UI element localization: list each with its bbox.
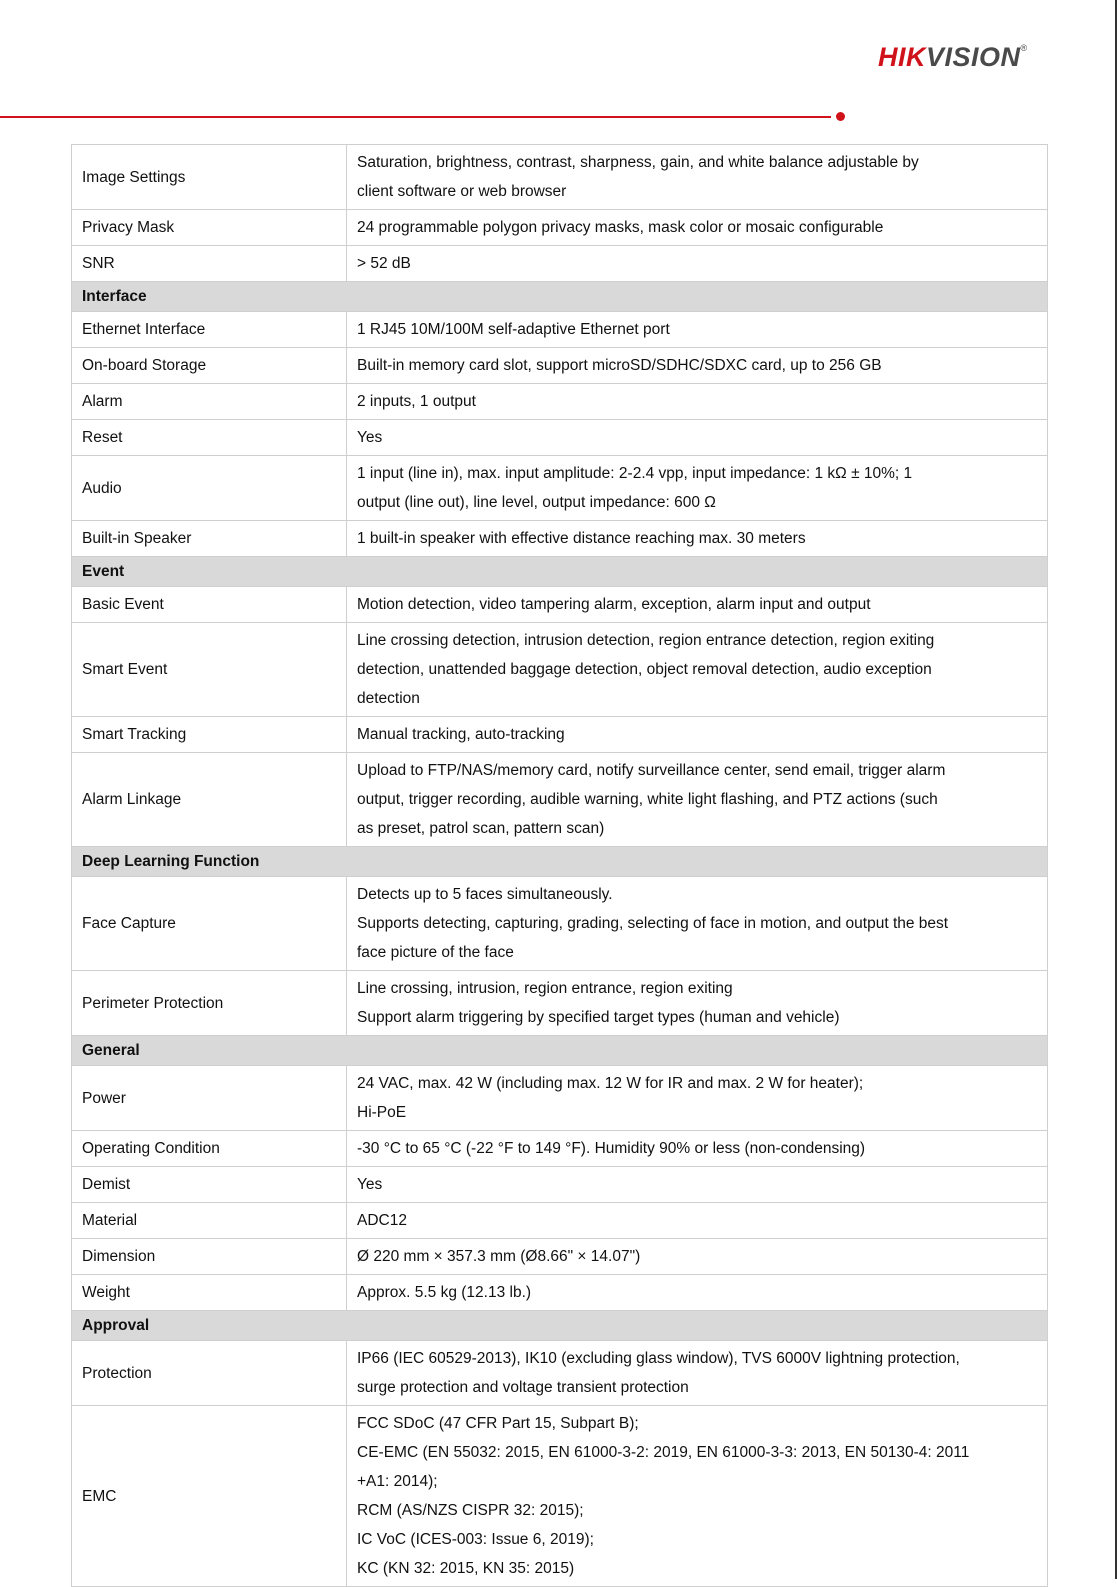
spec-row (72, 971, 1048, 1036)
spec-value-line: Yes (357, 429, 383, 446)
spec-value-line: Detects up to 5 faces simultaneously. (357, 886, 613, 903)
spec-value (347, 1341, 1048, 1406)
spec-value-line: KC (KN 32: 2015, KN 35: 2015) (357, 1560, 575, 1577)
spec-value-line: Built-in memory card slot, support microSD/SDHC/SDXC card, up to 256 GB (357, 357, 882, 374)
spec-value-line: Saturation, brightness, contrast, sharpness, gain, and white balance adjustable by (357, 154, 919, 171)
spec-value (347, 420, 1048, 456)
spec-label: Reset (72, 420, 347, 456)
spec-value-line: surge protection and voltage transient protection (357, 1379, 689, 1396)
spec-value (347, 1131, 1048, 1167)
spec-value (347, 210, 1048, 246)
section-header (72, 847, 1048, 877)
spec-row (72, 1066, 1048, 1131)
spec-row (72, 456, 1048, 521)
section-title: Event (72, 557, 1048, 587)
spec-row (72, 753, 1048, 847)
spec-label: Alarm (72, 384, 347, 420)
section-header (72, 1036, 1048, 1066)
spec-label: Audio (72, 456, 347, 521)
spec-value-line: Ø 220 mm × 357.3 mm (Ø8.66" × 14.07") (357, 1248, 641, 1265)
spec-value-line: 24 programmable polygon privacy masks, mask color or mosaic configurable (357, 219, 884, 236)
spec-row (72, 1131, 1048, 1167)
spec-value-line: detection (357, 690, 420, 707)
spec-label: Demist (72, 1167, 347, 1203)
spec-value (347, 312, 1048, 348)
logo-registered-mark: ® (1020, 43, 1028, 53)
spec-value-line: CE-EMC (EN 55032: 2015, EN 61000-3-2: 2019, EN 61000-3-3: 2013, EN 50130-4: 2011 (357, 1444, 970, 1461)
spec-value-line: Upload to FTP/NAS/memory card, notify surveillance center, send email, trigger alarm (357, 762, 946, 779)
spec-label: EMC (72, 1406, 347, 1587)
spec-value-line: as preset, patrol scan, pattern scan) (357, 820, 605, 837)
spec-row (72, 145, 1048, 210)
spec-value (347, 1275, 1048, 1311)
spec-value-line: +A1: 2014); (357, 1473, 438, 1490)
spec-label: Ethernet Interface (72, 312, 347, 348)
spec-row (72, 1239, 1048, 1275)
spec-value (347, 623, 1048, 717)
spec-row (72, 1275, 1048, 1311)
spec-value-line: Supports detecting, capturing, grading, selecting of face in motion, and output the best (357, 915, 949, 932)
spec-label: Face Capture (72, 877, 347, 971)
spec-value (347, 145, 1048, 210)
spec-value (347, 1066, 1048, 1131)
spec-label: Protection (72, 1341, 347, 1406)
spec-value (347, 1203, 1048, 1239)
spec-label: Dimension (72, 1239, 347, 1275)
spec-value-line: Line crossing detection, intrusion detection, region entrance detection, region exiting (357, 632, 935, 649)
spec-value-line: 2 inputs, 1 output (357, 393, 476, 410)
header-rule (0, 116, 831, 118)
spec-label: Material (72, 1203, 347, 1239)
spec-value (347, 384, 1048, 420)
section-title: General (72, 1036, 1048, 1066)
spec-value (347, 1167, 1048, 1203)
spec-row (72, 717, 1048, 753)
spec-row (72, 623, 1048, 717)
spec-label: Smart Tracking (72, 717, 347, 753)
spec-value-line: Support alarm triggering by specified target types (human and vehicle) (357, 1009, 840, 1026)
spec-value-line: 1 RJ45 10M/100M self-adaptive Ethernet port (357, 321, 670, 338)
spec-value-line: detection, unattended baggage detection, object removal detection, audio exception (357, 661, 932, 678)
spec-value (347, 971, 1048, 1036)
spec-value-line: ADC12 (357, 1212, 407, 1229)
spec-value-line: Hi-PoE (357, 1104, 407, 1121)
spec-value (347, 246, 1048, 282)
spec-value (347, 587, 1048, 623)
spec-value-line: Line crossing, intrusion, region entrance, region exiting (357, 980, 733, 997)
spec-value-line: Motion detection, video tampering alarm, exception, alarm input and output (357, 596, 871, 613)
spec-value-line: output (line out), line level, output impedance: 600 Ω (357, 494, 716, 511)
spec-label: Perimeter Protection (72, 971, 347, 1036)
spec-value-line: 24 VAC, max. 42 W (including max. 12 W for IR and max. 2 W for heater); (357, 1075, 864, 1092)
spec-row (72, 1167, 1048, 1203)
spec-table (71, 144, 1048, 1587)
section-header (72, 557, 1048, 587)
spec-value (347, 717, 1048, 753)
spec-row (72, 521, 1048, 557)
spec-value-line: Yes (357, 1176, 383, 1193)
spec-row (72, 384, 1048, 420)
spec-value (347, 877, 1048, 971)
spec-row (72, 348, 1048, 384)
spec-row (72, 312, 1048, 348)
spec-label: SNR (72, 246, 347, 282)
spec-table-body (72, 145, 1048, 1587)
spec-value-line: IP66 (IEC 60529-2013), IK10 (excluding glass window), TVS 6000V lightning protection, (357, 1350, 960, 1367)
section-header (72, 1311, 1048, 1341)
spec-row (72, 210, 1048, 246)
hikvision-logo (878, 44, 1028, 71)
spec-label: On-board Storage (72, 348, 347, 384)
spec-label: Image Settings (72, 145, 347, 210)
spec-value-line: RCM (AS/NZS CISPR 32: 2015); (357, 1502, 584, 1519)
spec-label: Operating Condition (72, 1131, 347, 1167)
header-rule-dot (836, 112, 845, 121)
spec-row (72, 1341, 1048, 1406)
spec-row (72, 1406, 1048, 1587)
spec-value-line: Manual tracking, auto-tracking (357, 726, 565, 743)
section-title: Deep Learning Function (72, 847, 1048, 877)
spec-value-line: 1 built-in speaker with effective distance reaching max. 30 meters (357, 530, 806, 547)
spec-value (347, 521, 1048, 557)
logo-secondary: VISION (926, 42, 1021, 72)
spec-value (347, 348, 1048, 384)
spec-row (72, 587, 1048, 623)
spec-value (347, 456, 1048, 521)
spec-row (72, 877, 1048, 971)
spec-value-line: client software or web browser (357, 183, 567, 200)
spec-value-line: output, trigger recording, audible warning, white light flashing, and PTZ actions (such (357, 791, 938, 808)
spec-row (72, 420, 1048, 456)
spec-value-line: FCC SDoC (47 CFR Part 15, Subpart B); (357, 1415, 639, 1432)
spec-value-line: Approx. 5.5 kg (12.13 lb.) (357, 1284, 532, 1301)
spec-value-line: -30 °C to 65 °C (-22 °F to 149 °F). Humidity 90% or less (non-condensing) (357, 1140, 866, 1157)
spec-label: Weight (72, 1275, 347, 1311)
spec-value (347, 1406, 1048, 1587)
spec-row (72, 1203, 1048, 1239)
spec-label: Basic Event (72, 587, 347, 623)
spec-value (347, 753, 1048, 847)
spec-label: Privacy Mask (72, 210, 347, 246)
spec-value (347, 1239, 1048, 1275)
logo-primary: HIK (878, 42, 926, 72)
spec-label: Smart Event (72, 623, 347, 717)
spec-label: Alarm Linkage (72, 753, 347, 847)
section-title: Approval (72, 1311, 1048, 1341)
spec-value-line: 1 input (line in), max. input amplitude: 2-2.4 vpp, input impedance: 1 kΩ ± 10%; 1 (357, 465, 913, 482)
spec-label: Power (72, 1066, 347, 1131)
section-title: Interface (72, 282, 1048, 312)
spec-value-line: IC VoC (ICES-003: Issue 6, 2019); (357, 1531, 594, 1548)
spec-value-line: > 52 dB (357, 255, 411, 272)
section-header (72, 282, 1048, 312)
spec-row (72, 246, 1048, 282)
spec-label: Built-in Speaker (72, 521, 347, 557)
spec-value-line: face picture of the face (357, 944, 514, 961)
